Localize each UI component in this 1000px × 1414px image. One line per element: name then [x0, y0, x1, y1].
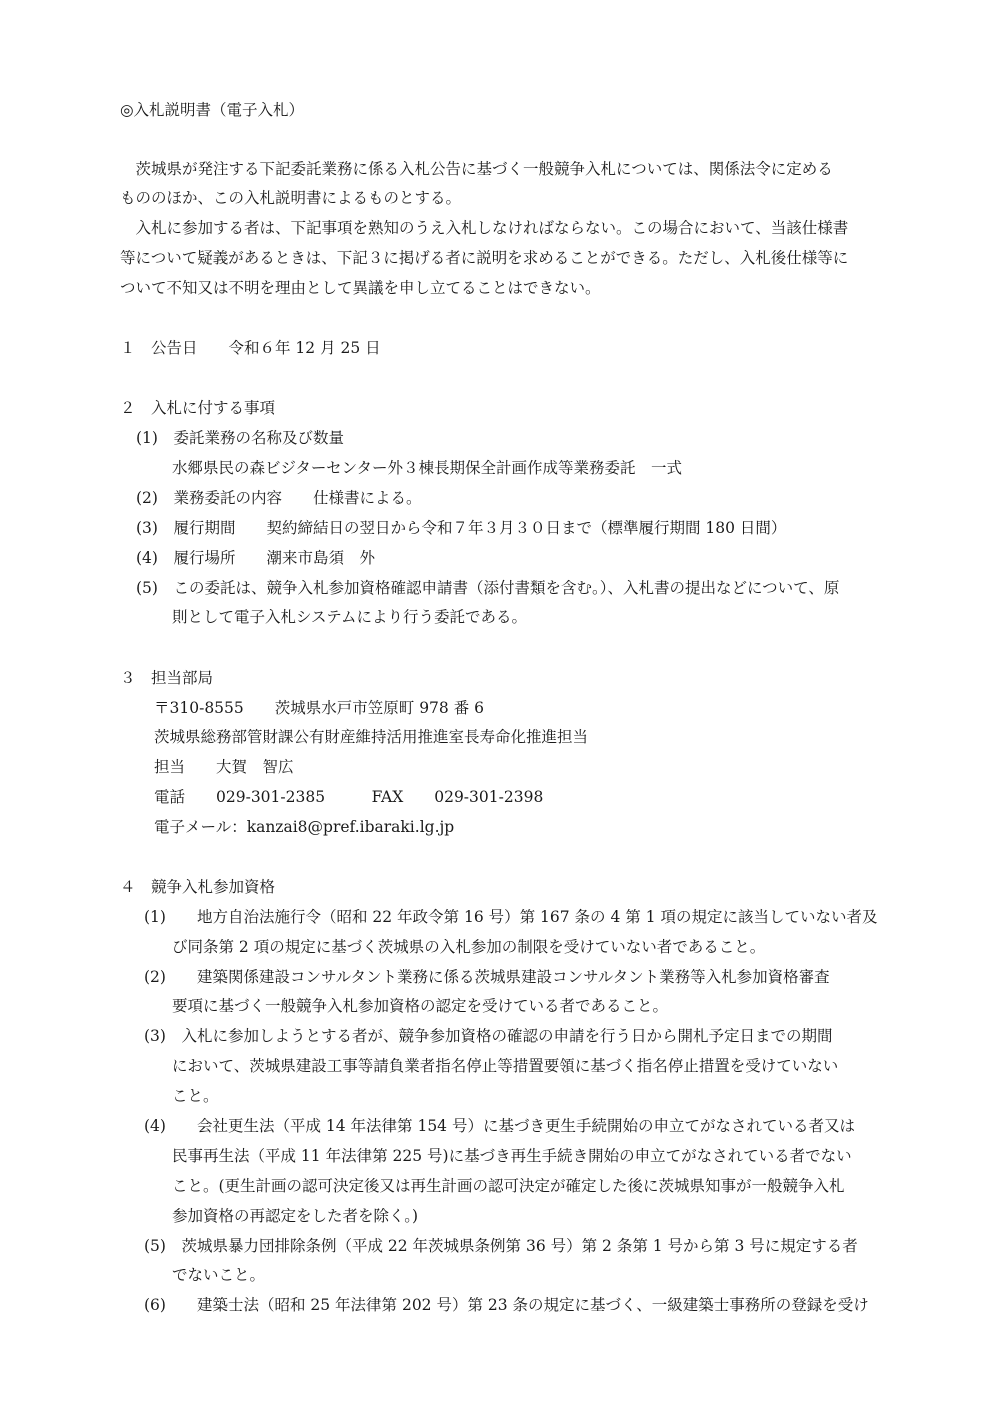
section-4-item-4: (4) 会社更生法（平成 14 年法律第 154 号）に基づき更生手続開始の申立てがなされている者又は — [144, 1117, 855, 1135]
section-4-item-1: び同条第 2 項の規定に基づく茨城県の入札参加の制限を受けていない者であること。 — [172, 938, 766, 956]
section-4-item-6: (6) 建築士法（昭和 25 年法律第 202 号）第 23 条の規定に基づく、一級建築士事務所の登録を受け — [144, 1296, 869, 1314]
section-4-item-1: (1) 地方自治法施行令（昭和 22 年政令第 16 号）第 167 条の 4 第 1 項の規定に該当していない者及 — [144, 908, 878, 926]
section-2-item-2: (2) 業務委託の内容 仕様書による。 — [136, 489, 422, 507]
intro-line: 茨城県が発注する下記委託業務に係る入札公告に基づく一般競争入札については、関係法令に定める — [120, 160, 833, 178]
section-2-item-1-label: (1) 委託業務の名称及び数量 — [136, 429, 344, 447]
section-4-heading: ４ 競争入札参加資格 — [120, 878, 276, 896]
intro-line: 等について疑義があるときは、下記３に掲げる者に説明を求めることができる。ただし、入札後仕様等に — [120, 249, 849, 267]
section-3-heading: ３ 担当部局 — [120, 669, 214, 687]
section-4-item-4: こと。(更生計画の認可決定後又は再生計画の認可決定が確定した後に茨城県知事が一般競争入札 — [172, 1177, 845, 1195]
section-4-item-2: (2) 建築関係建設コンサルタント業務に係る茨城県建設コンサルタント業務等入札参加資格審査 — [144, 968, 830, 986]
section-2-item-3: (3) 履行期間 契約締結日の翌日から令和７年３月３０日まで（標準履行期間 180 日間） — [136, 519, 787, 537]
section-4-item-3: において、茨城県建設工事等請負業者指名停止等措置要領に基づく指名停止措置を受けていない — [172, 1057, 839, 1075]
section-4-item-4: 参加資格の再認定をした者を除く。) — [172, 1207, 418, 1225]
section-4-item-3: こと。 — [172, 1087, 219, 1105]
section-2-item-1-value: 水郷県民の森ビジターセンター外３棟長期保全計画作成等業務委託 一式 — [172, 459, 682, 477]
section-2-item-5: (5) この委託は、競争入札参加資格確認申請書（添付書類を含む。）、入札書の提出などについて、原 — [136, 579, 840, 597]
intro-line: 入札に参加する者は、下記事項を熟知のうえ入札しなければならない。この場合において、当該仕様書 — [120, 219, 849, 237]
section-3-department: 茨城県総務部管財課公有財産維持活用推進室長寿命化推進担当 — [154, 728, 589, 746]
section-4-item-3: (3) 入札に参加しようとする者が、競争参加資格の確認の申請を行う日から開札予定日までの期間 — [144, 1027, 833, 1045]
section-2-item-4: (4) 履行場所 潮来市島須 外 — [136, 549, 375, 567]
section-4-item-5: (5) 茨城県暴力団排除条例（平成 22 年茨城県条例第 36 号）第 2 条第 1 号から第 3 号に規定する者 — [144, 1237, 858, 1255]
section-3-email: 電子メール：kanzai8@pref.ibaraki.lg.jp — [154, 818, 455, 836]
section-3-address: 〒310-8555 茨城県水戸市笠原町 978 番 6 — [154, 699, 484, 717]
section-4-item-4: 民事再生法（平成 11 年法律第 225 号)に基づき再生手続き開始の申立てがなされている者でない — [172, 1147, 852, 1165]
intro-line: ついて不知又は不明を理由として異議を申し立てることはできない。 — [120, 279, 601, 297]
section-2-heading: ２ 入札に付する事項 — [120, 399, 276, 417]
section-1-announcement-date: １ 公告日 令和６年 12 月 25 日 — [120, 339, 381, 357]
section-4-item-5: でないこと。 — [172, 1266, 266, 1284]
section-3-phone-fax: 電話 029-301-2385 FAX 029-301-2398 — [154, 788, 544, 806]
section-4-item-2: 要項に基づく一般競争入札参加資格の認定を受けている者であること。 — [172, 997, 669, 1015]
intro-line: もののほか、この入札説明書によるものとする。 — [120, 189, 462, 207]
section-2-item-5: 則として電子入札システムにより行う委託である。 — [172, 608, 527, 626]
section-3-contact-person: 担当 大賀 智広 — [154, 758, 294, 776]
doc-title: ◎入札説明書（電子入札） — [120, 101, 305, 119]
